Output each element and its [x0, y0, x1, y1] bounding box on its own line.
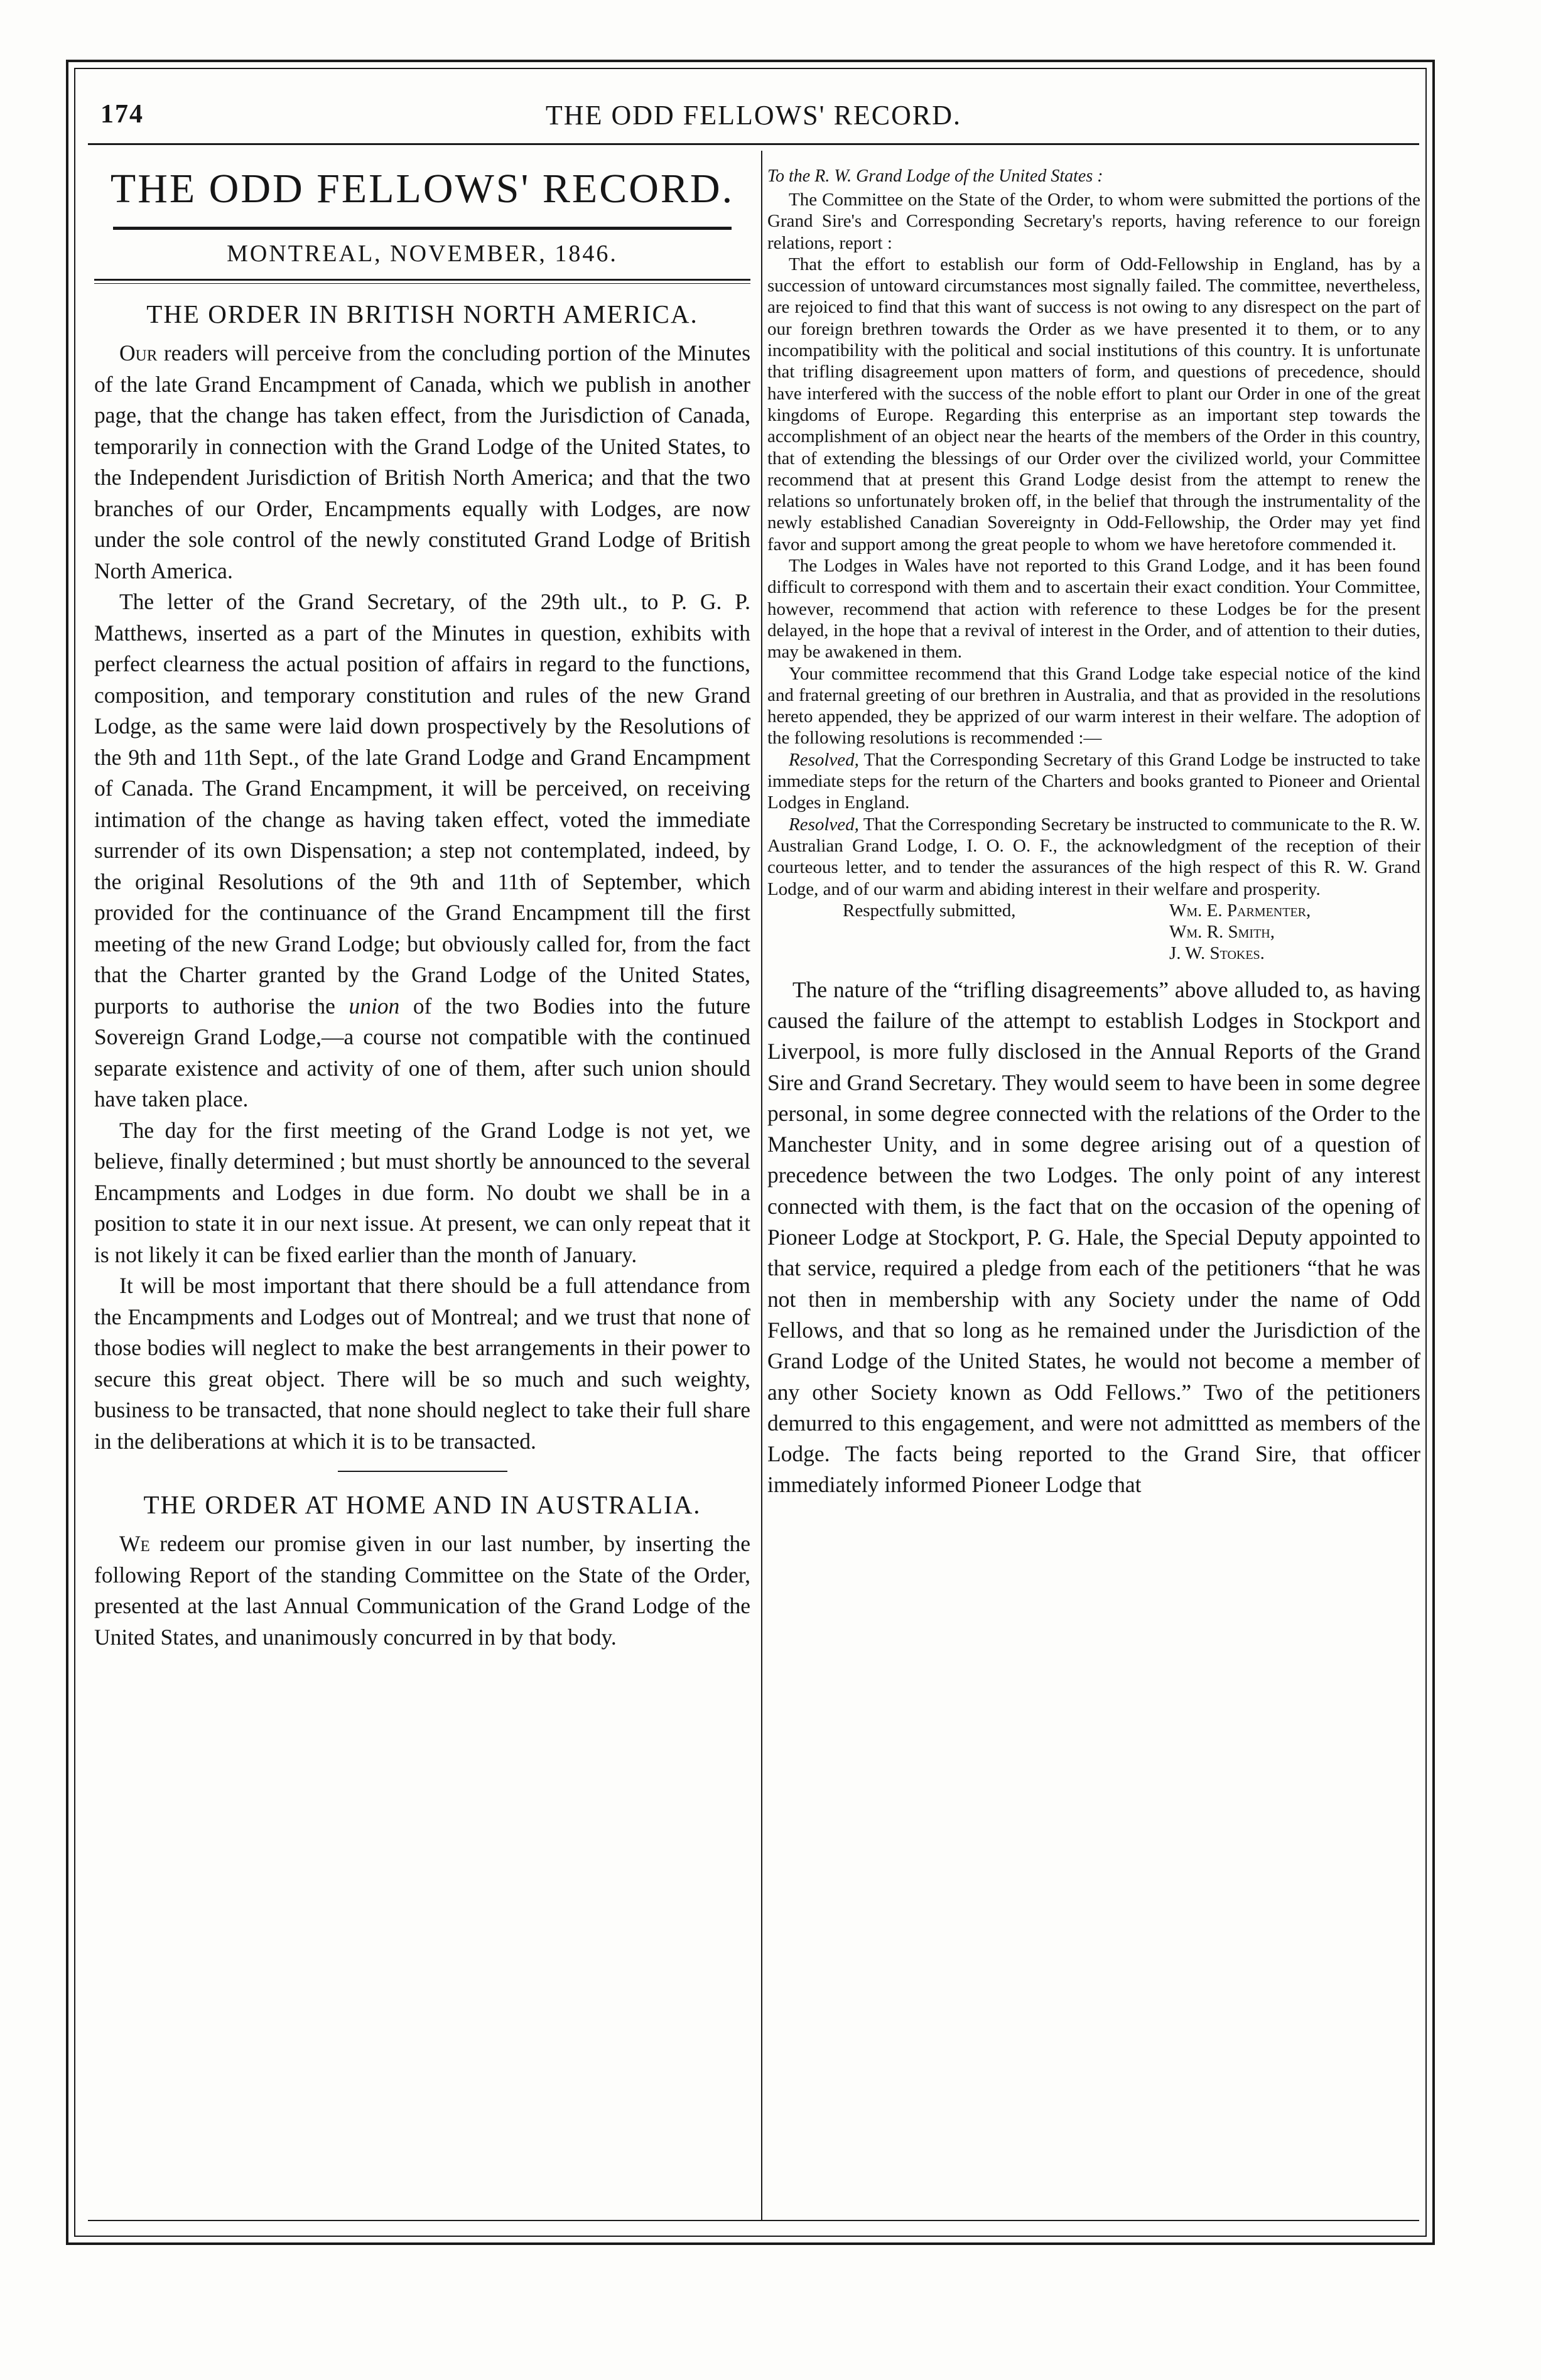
- paragraph: Your committee recommend that this Grand Lodge take especial notice of the kind and fraternal greeting of our brethren in Australia, and that as provided in the resolutions hereto appended, they be apprized of our warm interest in their welfare. The adoption of the following resolutions is recommended :—: [767, 663, 1420, 749]
- resolution-text: That the Corresponding Secretary be instructed to communicate to the R. W. Australian Grand Lodge, I. O. O. F., the acknowledgment of the reception of their courteous letter, and to tender the assurances of the high respect of this R. W. Grand Lodge, and of our warm and abiding interest in their welfare and prosperity.: [767, 814, 1420, 899]
- left-column: [94, 160, 750, 1653]
- running-head: [88, 99, 1419, 143]
- drop-word: Our: [119, 340, 158, 365]
- paragraph-text: redeem our promise given in our last number, by inserting the following Report of the standing Committee on the State of the Order, presented at the last Annual Communication of the Grand Lodge of the United States, and unanimously concurred in by that body.: [94, 1531, 751, 1650]
- article-title-home-australia: THE ORDER AT HOME AND IN AUSTRALIA.: [143, 1490, 701, 1519]
- report-address: To the R. W. Grand Lodge of the United States :: [767, 166, 1103, 186]
- resolution: [767, 749, 1420, 814]
- resolution-text: That the Corresponding Secretary of this Grand Lodge be instructed to take immediate steps for the return of the Charters and books granted to Pioneer and Oriental Lodges in England.: [767, 749, 1420, 813]
- paragraph-text: readers will perceive from the concluding portion of the Minutes of the late Grand Encampment of Canada, which we publish in another page, that the change has taken effect, from the Jurisdiction of Canada, temporarily in connection with the Grand Lodge of the United States, to the Independent Jurisdiction of British North America; and that the two branches of our Order, Encampments equally with Lodges, are now under the sole control of the newly constituted Grand Lodge of British North America.: [94, 340, 751, 583]
- header-rule: [88, 143, 1419, 145]
- footer-rule: [88, 2220, 1419, 2221]
- paragraph: [94, 1528, 750, 1653]
- resolution-lead: Resolved,: [789, 814, 859, 835]
- dateline: MONTREAL, NOVEMBER, 1846.: [227, 241, 618, 267]
- article-title-british-north-america: THE ORDER IN BRITISH NORTH AMERICA.: [146, 300, 698, 328]
- signature-block: [767, 900, 1420, 965]
- paragraph: [94, 338, 750, 587]
- right-column: [767, 160, 1420, 1501]
- article-body-continuation: [767, 975, 1420, 1501]
- signoff: Respectfully submitted,: [843, 900, 1016, 921]
- signer-name: Wm. R. Smith,: [1169, 922, 1275, 943]
- paragraph: The day for the first meeting of the Grand Lodge is not yet, we believe, finally determined ; but must shortly be announced to the several Encampments and Lodges in due form. No doubt we shall be in a position to state it in our next issue. At present, we can only repeat that it is not likely it can be fixed earlier than the month of January.: [94, 1117, 750, 1267]
- emphasis: union: [349, 993, 400, 1019]
- article-body-british-north-america: [94, 338, 750, 1457]
- signer-name: J. W. Stokes.: [1169, 943, 1265, 964]
- paragraph: That the effort to establish our form of Odd-Fellowship in England, has by a succession of untoward circumstances most signally failed. The committee, nevertheless, are rejoiced to find that this want of success is not owing to any disrespect on the part of our foreign brethren towards the Order as we have presented it to them, or to any incompatibility with the political and social institutions of this country. It is unfortunate that trifling disagreement upon matters of form, and questions of precedence, should have interfered with the success of the noble effort to plant our Order in one of the great kingdoms of Europe. Regarding this enterprise as an important step towards the accomplishment of an object near the hearts of the members of the Order in this country, that of extending the blessings of our Order over the civilized world, your Committee recommend that at present this Grand Lodge desist from the attempt to renew the relations so unfortunately broken off, in the belief that through the instrumentality of the newly established Canadian Sovereignty in Odd-Fellowship, the Order may yet find favor and support among the great people to whom we have heretofore commended it.: [767, 254, 1420, 554]
- resolution-lead: Resolved,: [789, 749, 859, 770]
- paragraph: The Committee on the State of the Order, to whom were submitted the portions of the Grand Sire's and Corresponding Secretary's reports, having reference to our foreign relations, report :: [767, 190, 1420, 253]
- article-body-home-australia: [94, 1528, 750, 1653]
- page-number: 174: [100, 100, 144, 129]
- committee-report: [767, 189, 1420, 900]
- signature-row: [767, 900, 1420, 921]
- drop-word: We: [119, 1531, 150, 1556]
- paragraph: It will be most important that there should be a full attendance from the Encampments and Lodges out of Montreal; and we trust that none of those bodies will neglect to make the best arrangements in their power to secure this great object. There will be so much and such weighty, business to be transacted, that none should neglect to take their full share in the deliberations at which it is to be transacted.: [94, 1273, 750, 1454]
- resolution: [767, 814, 1420, 900]
- signer-name: Wm. E. Parmenter,: [1169, 900, 1311, 921]
- paragraph: The nature of the “trifling disagreements” above alluded to, as having caused the failure of the attempt to establish Lodges in Stockport and Liverpool, is more fully disclosed in the Annual Reports of the Grand Sire and Grand Secretary. They would seem to have been in some degree personal, in some degree connected with the relations of the Order to the Manchester Unity, and in some degree arising out of a question of precedence between the two Lodges. The only point of any interest connected with them, is the fact that on the occasion of the opening of Pioneer Lodge at Stockport, P. G. Hale, the Special Deputy appointed to that service, required a pledge from each of the petitioners “that he was not then in membership with any Society under the name of Odd Fellows, and that so long as he remained under the Jurisdiction of the Grand Lodge of the United States, he would not become a member of any other Society known as Odd Fellows.” Two of the petitioners demurred to this engagement, and were not admittted as members of the Lodge. The facts being reported to the Grand Sire, that officer immediately informed Pioneer Lodge that: [767, 976, 1420, 1498]
- dateline-rule: [94, 279, 750, 284]
- paragraph: The Lodges in Wales have not reported to this Grand Lodge, and it has been found difficult to correspond with them and to ascertain their exact condition. Your Committee, however, recommend that action with reference to these Lodges be for the present delayed, in the hope that a revival of interest in the Order, and of attention to their duties, may be awakened in them.: [767, 556, 1420, 663]
- section-separator: [338, 1471, 507, 1472]
- paragraph-text: of the two Bodies into the future Sovereign Grand Lodge,—a course not compatible with the continued separate existence and activity of one of them, after such union should have taken place.: [94, 993, 750, 1112]
- masthead-rule: [113, 227, 732, 230]
- column-divider: [761, 151, 762, 2220]
- masthead-title: THE ODD FELLOWS' RECORD.: [110, 166, 735, 212]
- paragraph-text: The letter of the Grand Secretary, of the 29th ult., to P. G. P. Matthews, inserted as a part of the Minutes in question, exhibits with perfect clearness the actual position of affairs in regard to the functions, composition, and temporary constitution and rules of the new Grand Lodge, as the same were laid down prospectively by the Resolutions of the 9th and 11th Sept., of the late Grand Lodge and Grand Encampment of Canada. The Grand Encampment, it will be perceived, on receiving intimation of the change as having taken effect, voted the immediate surrender of its own Dispensation; a step not contemplated, indeed, by the original Resolutions of the 9th and 11th of September, which provided for the continuance of the Grand Encampment till the first meeting of the new Grand Lodge; but obviously called for, from the fact that the Charter granted by the Grand Lodge of the United States, purports to authorise the: [94, 589, 750, 1019]
- running-title: THE ODD FELLOWS' RECORD.: [545, 100, 962, 131]
- paragraph: [94, 587, 750, 1115]
